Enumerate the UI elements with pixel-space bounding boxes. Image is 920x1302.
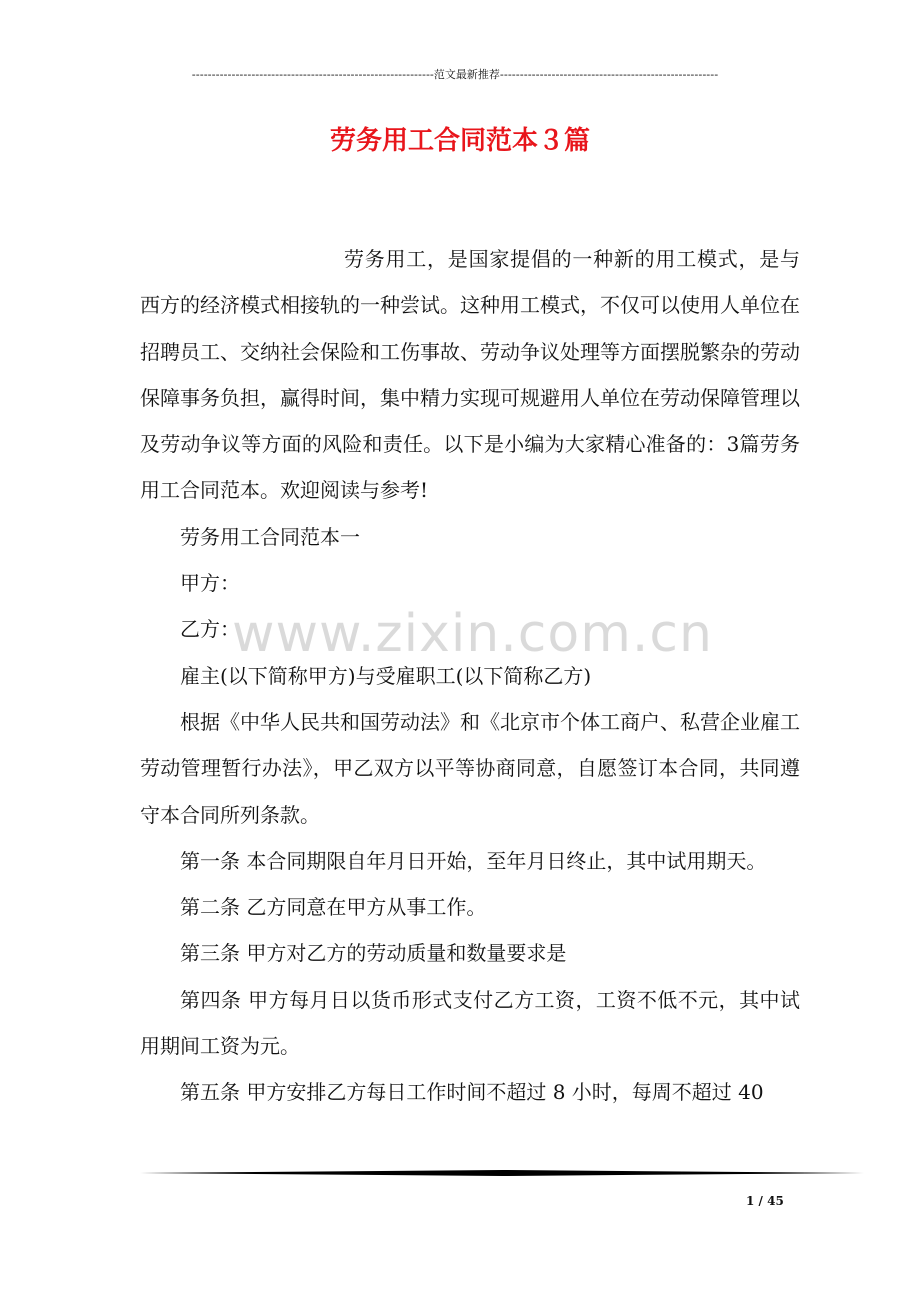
footer-rule — [140, 1170, 864, 1176]
parties-definition: 雇主(以下简称甲方)与受雇职工(以下简称乙方) — [180, 663, 592, 688]
legal-basis-paragraph: 根据《中华人民共和国劳动法》和《北京市个体工商户、私营企业雇工劳动管理暂行办法》，甲乙双方以平等协商同意，自愿签订本合同，共同遵守本合同所列条款。 — [140, 709, 800, 827]
document-title: 劳务用工合同范本３篇 — [329, 126, 590, 156]
header-banner: -------------------------------------------------------------范文最新推荐------------------------------------------------------- — [191, 68, 719, 81]
article-1: 第一条 本合同期限自年月日开始，至年月日终止，其中试用期天。 — [180, 848, 767, 873]
page-number: 1 / 45 — [746, 1194, 784, 1208]
article-2: 第二条 乙方同意在甲方从事工作。 — [180, 895, 487, 920]
article-4: 第四条 甲方每月日以货币形式支付乙方工资，工资不低不元，其中试用期间工资为元。 — [140, 987, 800, 1059]
section-heading: 劳务用工合同范本一 — [180, 524, 360, 549]
document-body — [140, 236, 800, 1116]
party-a-line: 甲方： — [180, 571, 240, 596]
party-b-line: 乙方： — [180, 617, 240, 642]
watermark: www.zixin.com.cn — [232, 604, 713, 664]
article-3: 第三条 甲方对乙方的劳动质量和数量要求是 — [180, 941, 567, 966]
article-5: 第五条 甲方安排乙方每日工作时间不超过 8 小时，每周不超过 40 — [180, 1080, 764, 1105]
intro-paragraph: 劳务用工，是国家提倡的一种新的用工模式，是与西方的经济模式相接轨的一种尝试。这种用工模式，不仅可以使用人单位在招聘员工、交纳社会保险和工伤事故、劳动争议处理等方面摆脱繁杂的劳动保障事务负担，赢得时间，集中精力实现可规避用人单位在劳动保障管理以及劳动争议等方面的风险和责任。以下是小编为大家精心准备的：3篇劳务用工合同范本。欢迎阅读与参考! — [140, 247, 800, 503]
